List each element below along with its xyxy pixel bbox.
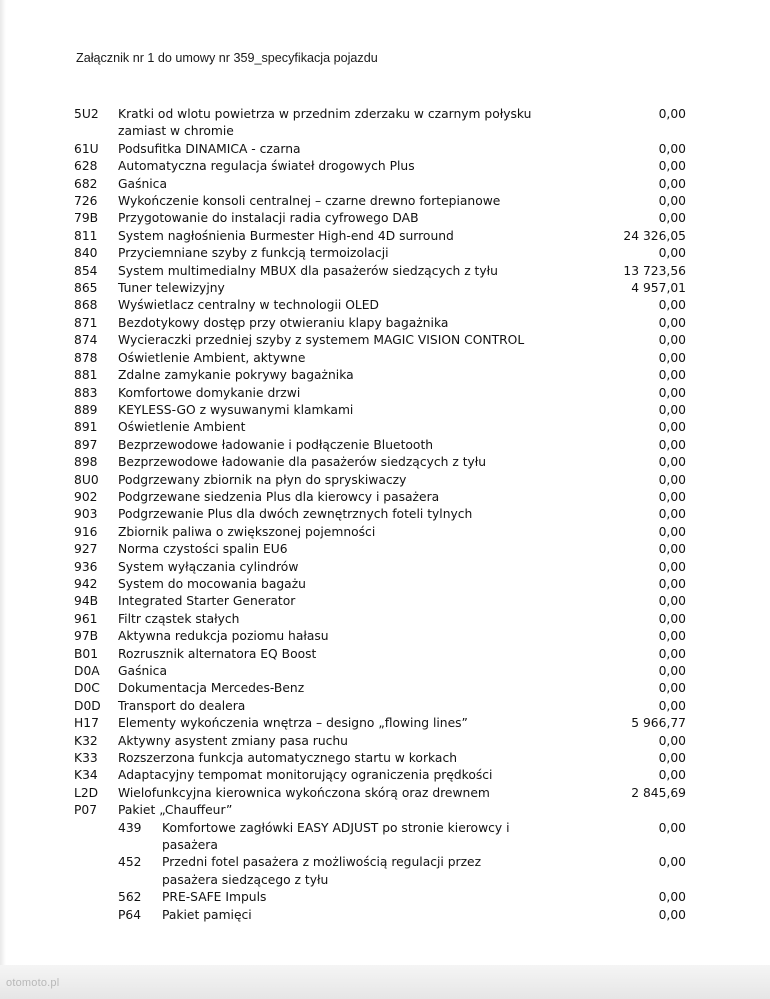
option-description: Wielofunkcyjna kierownica wykończona skórą oraz drewnem <box>118 785 490 800</box>
option-code: K32 <box>74 733 98 748</box>
option-price: 0,00 <box>658 298 686 313</box>
option-row <box>0 593 770 610</box>
option-price: 4 957,01 <box>631 281 686 296</box>
option-price: 0,00 <box>658 820 686 835</box>
option-code: 936 <box>74 559 98 574</box>
option-description: Gaśnica <box>118 176 167 191</box>
option-row <box>0 176 770 193</box>
option-price: 0,00 <box>658 611 686 626</box>
option-code: 854 <box>74 263 98 278</box>
option-description: Kratki od wlotu powietrza w przednim zderzaku w czarnym połysku zamiast w chromie <box>118 107 532 139</box>
option-row <box>0 106 770 141</box>
option-code: 840 <box>74 246 98 261</box>
option-code: 927 <box>74 542 98 557</box>
option-description: Podgrzewanie Plus dla dwóch zewnętrznych foteli tylnych <box>118 507 473 522</box>
option-description: System do mocowania bagażu <box>118 576 306 591</box>
option-code: 97B <box>74 629 99 644</box>
option-description: Podgrzewane siedzenia Plus dla kierowcy i pasażera <box>118 489 440 504</box>
option-code: D0D <box>74 698 101 713</box>
option-code: 891 <box>74 420 98 435</box>
option-description: Bezdotykowy dostęp przy otwieraniu klapy bagażnika <box>118 315 449 330</box>
option-description: Aktywna redukcja poziomu hałasu <box>118 629 329 644</box>
option-price: 0,00 <box>658 733 686 748</box>
option-code: 79B <box>74 211 99 226</box>
option-row <box>0 698 770 715</box>
option-description: PRE-SAFE Impuls <box>162 890 267 905</box>
option-description: Zbiornik paliwa o zwiększonej pojemności <box>118 524 376 539</box>
option-description: Rozrusznik alternatora EQ Boost <box>118 646 317 661</box>
option-row <box>0 663 770 680</box>
option-description: Oświetlenie Ambient <box>118 420 246 435</box>
option-price: 0,00 <box>658 594 686 609</box>
option-code: 916 <box>74 524 98 539</box>
option-row <box>0 733 770 750</box>
option-price: 0,00 <box>658 176 686 191</box>
option-price: 0,00 <box>658 890 686 905</box>
option-code: 5U2 <box>74 107 99 121</box>
option-description: Filtr cząstek stałych <box>118 611 240 626</box>
option-description: Bezprzewodowe ładowanie dla pasażerów siedzących z tyłu <box>118 455 487 470</box>
option-row <box>0 576 770 593</box>
option-row <box>0 315 770 332</box>
option-price: 0,00 <box>658 159 686 174</box>
option-price: 0,00 <box>658 246 686 261</box>
option-price: 0,00 <box>658 402 686 417</box>
option-description: Podgrzewany zbiornik na płyn do spryskiwaczy <box>118 472 407 487</box>
option-code: 439 <box>118 820 142 835</box>
option-price: 0,00 <box>658 472 686 487</box>
option-code: K34 <box>74 768 98 783</box>
option-code: 865 <box>74 281 98 296</box>
option-description: Oświetlenie Ambient, aktywne <box>118 350 306 365</box>
option-description: Wykończenie konsoli centralnej – czarne drewno fortepianowe <box>118 194 501 209</box>
option-description: Komfortowe zagłówki EASY ADJUST po stronie kierowcy i pasażera <box>162 820 510 853</box>
option-code: 726 <box>74 194 98 209</box>
option-description: System wyłączania cylindrów <box>118 559 299 574</box>
package-item-row <box>0 907 770 924</box>
package-item-row <box>0 820 770 855</box>
option-price: 0,00 <box>658 629 686 644</box>
option-description: Gaśnica <box>118 664 167 678</box>
option-price: 0,00 <box>658 855 686 870</box>
option-code: 881 <box>74 368 98 383</box>
option-code: 889 <box>74 402 98 417</box>
option-price: 0,00 <box>658 455 686 470</box>
option-description: Tuner telewizyjny <box>118 281 225 296</box>
option-row <box>0 628 770 645</box>
option-description: Wyświetlacz centralny w technologii OLED <box>118 298 379 313</box>
option-row <box>0 367 770 384</box>
option-row <box>0 802 770 819</box>
option-row <box>0 297 770 314</box>
option-code: 562 <box>118 890 142 905</box>
option-row <box>0 454 770 471</box>
option-code: 903 <box>74 507 98 522</box>
option-row <box>0 785 770 802</box>
option-price: 0,00 <box>658 420 686 435</box>
option-description: System multimedialny MBUX dla pasażerów siedzących z tyłu <box>118 263 498 278</box>
option-price: 0,00 <box>658 559 686 574</box>
option-price: 0,00 <box>658 542 686 557</box>
option-price: 0,00 <box>658 751 686 766</box>
package-item-row <box>0 854 770 889</box>
option-price: 0,00 <box>658 437 686 452</box>
option-description: Wycieraczki przedniej szyby z systemem MAGIC VISION CONTROL <box>118 333 525 348</box>
option-price: 0,00 <box>658 350 686 365</box>
option-code: P07 <box>74 803 98 818</box>
option-description: Przedni fotel pasażera z możliwością regulacji przez pasażera siedzącego z tyłu <box>162 855 482 887</box>
option-price: 0,00 <box>658 507 686 522</box>
document-title: Załącznik nr 1 do umowy nr 359_specyfikacja pojazdu <box>76 51 378 65</box>
package-item-row <box>0 889 770 906</box>
bottom-strip <box>0 965 770 999</box>
option-row <box>0 158 770 175</box>
specification-list <box>0 106 770 924</box>
option-row <box>0 193 770 210</box>
option-code: 942 <box>74 576 98 591</box>
option-price: 0,00 <box>658 664 686 678</box>
option-row <box>0 263 770 280</box>
option-row <box>0 506 770 523</box>
option-code: 811 <box>74 228 98 243</box>
option-row <box>0 437 770 454</box>
option-code: L2D <box>74 785 99 800</box>
option-row <box>0 419 770 436</box>
option-code: 628 <box>74 159 98 174</box>
option-price: 2 845,69 <box>631 785 686 800</box>
option-code: B01 <box>74 646 99 661</box>
option-price: 0,00 <box>658 489 686 504</box>
option-code: H17 <box>74 716 99 731</box>
option-code: 874 <box>74 333 98 348</box>
option-price: 0,00 <box>658 576 686 591</box>
option-price: 5 966,77 <box>631 716 686 731</box>
option-price: 0,00 <box>658 768 686 783</box>
option-code: 902 <box>74 489 98 504</box>
option-price: 0,00 <box>658 524 686 539</box>
option-description: Rozszerzona funkcja automatycznego startu w korkach <box>118 751 457 766</box>
option-price: 0,00 <box>658 907 686 922</box>
option-row <box>0 228 770 245</box>
option-code: 898 <box>74 455 98 470</box>
option-row <box>0 767 770 784</box>
option-price: 0,00 <box>658 698 686 713</box>
option-description: Komfortowe domykanie drzwi <box>118 385 301 400</box>
option-row <box>0 524 770 541</box>
option-row <box>0 280 770 297</box>
option-code: 452 <box>118 855 142 870</box>
option-code: 878 <box>74 350 98 365</box>
option-description: Adaptacyjny tempomat monitorujący ograniczenia prędkości <box>118 768 493 783</box>
option-code: 61U <box>74 141 99 156</box>
option-price: 0,00 <box>658 385 686 400</box>
option-price: 0,00 <box>658 107 686 121</box>
option-row <box>0 385 770 402</box>
option-price: 13 723,56 <box>623 263 686 278</box>
option-row <box>0 541 770 558</box>
option-description: Pakiet „Chauffeur” <box>118 803 233 818</box>
option-row <box>0 489 770 506</box>
option-code: 871 <box>74 315 98 330</box>
option-description: Zdalne zamykanie pokrywy bagażnika <box>118 368 354 383</box>
option-price: 0,00 <box>658 681 686 696</box>
option-row <box>0 210 770 227</box>
option-description: Przygotowanie do instalacji radia cyfrowego DAB <box>118 211 419 226</box>
option-price: 0,00 <box>658 141 686 156</box>
option-description: KEYLESS-GO z wysuwanymi klamkami <box>118 402 354 417</box>
option-price: 0,00 <box>658 368 686 383</box>
option-description: Aktywny asystent zmiany pasa ruchu <box>118 733 348 748</box>
option-description: Transport do dealera <box>118 698 246 713</box>
option-row <box>0 402 770 419</box>
option-code: 682 <box>74 176 98 191</box>
option-description: Podsufitka DINAMICA - czarna <box>118 141 301 156</box>
option-description: Norma czystości spalin EU6 <box>118 542 288 557</box>
option-description: System nagłośnienia Burmester High-end 4D surround <box>118 228 454 243</box>
option-price: 0,00 <box>658 333 686 348</box>
option-row <box>0 715 770 732</box>
option-description: Dokumentacja Mercedes-Benz <box>118 681 305 696</box>
option-description: Przyciemniane szyby z funkcją termoizolacji <box>118 246 389 261</box>
option-row <box>0 332 770 349</box>
option-row <box>0 646 770 663</box>
option-price: 0,00 <box>658 646 686 661</box>
option-row <box>0 559 770 576</box>
option-row <box>0 245 770 262</box>
option-code: 94B <box>74 594 99 609</box>
option-code: 8U0 <box>74 472 99 487</box>
option-code: D0A <box>74 664 100 678</box>
watermark: otomoto.pl <box>6 977 60 989</box>
option-description: Bezprzewodowe ładowanie i podłączenie Bluetooth <box>118 437 434 452</box>
option-price: 0,00 <box>658 211 686 226</box>
option-price: 0,00 <box>658 315 686 330</box>
option-code: P64 <box>118 907 142 922</box>
option-row <box>0 680 770 697</box>
option-row <box>0 472 770 489</box>
option-row <box>0 350 770 367</box>
option-description: Elementy wykończenia wnętrza – designo „flowing lines” <box>118 716 468 731</box>
option-code: 961 <box>74 611 98 626</box>
option-code: K33 <box>74 751 98 766</box>
option-code: 868 <box>74 298 98 313</box>
option-row <box>0 611 770 628</box>
option-code: 897 <box>74 437 98 452</box>
option-description: Pakiet pamięci <box>162 907 252 922</box>
option-price: 24 326,05 <box>623 228 686 243</box>
option-price: 0,00 <box>658 194 686 209</box>
option-row <box>0 141 770 158</box>
option-description: Automatyczna regulacja świateł drogowych Plus <box>118 159 415 174</box>
option-code: D0C <box>74 681 100 696</box>
option-code: 883 <box>74 385 98 400</box>
option-description: Integrated Starter Generator <box>118 594 296 609</box>
option-row <box>0 750 770 767</box>
